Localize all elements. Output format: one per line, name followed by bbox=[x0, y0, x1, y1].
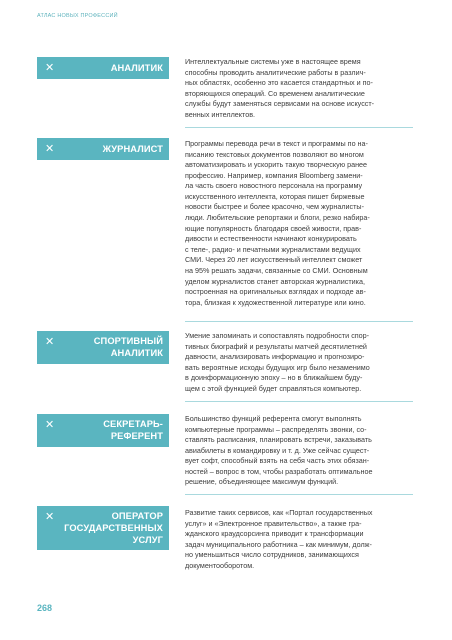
close-icon: ✕ bbox=[45, 418, 55, 431]
profession-tag bbox=[37, 138, 169, 160]
profession-description: Большинство функций референта смогут выполнять компьютерные программы – распределять звонки, со- ставлять расписания, планировать встречи, заказывать авиабилеты в командировку и т. д. Уже сейчас сущест- вует софт, способный взять на себя часть этих обязан- ностей – вопрос в том, чтобы разработать оптимальное решение, объединяющее максимум функций. bbox=[185, 414, 373, 487]
profession-description: Программы перевода речи в текст и программы по на- писанию текстовых документов позволяют во многом автоматизировать и ускорить такую творческую ранее профессию. Например, компания Bloomberg замени- ла часть своего новостного персонала на программу искусственного интеллекта, которая пишет биржевые новости быстрее и более красочно, чем журналисты- люди. Любительские репортажи и блоги, резко набира- ющие популярность благодаря своей живости, прав- дивости и естественности начинают конкурировать с теле-, радио- и печатными журналистами ведущих СМИ. Через 20 лет искусственный интеллект сможет на 95% решать задачи, связанные со СМИ. Основным уделом журналистов станет авторская журналистика, построенная на оригинальных взглядах и подходе ав- тора, близкая к художественной литературе или кино. bbox=[185, 139, 370, 307]
profession-title: СПОРТИВНЫЙ АНАЛИТИК bbox=[93, 336, 163, 358]
profession-tag bbox=[37, 414, 169, 447]
profession-title: ОПЕРАТОР ГОСУДАРСТВЕННЫХ УСЛУГ bbox=[64, 511, 163, 545]
profession-title: СЕКРЕТАРЬ- РЕФЕРЕНТ bbox=[103, 419, 163, 441]
section-divider bbox=[185, 494, 413, 495]
close-icon: ✕ bbox=[45, 61, 55, 74]
profession-title: ЖУРНАЛИСТ bbox=[102, 144, 163, 154]
profession-description: Умение запоминать и сопоставлять подробности спор- тивных биографий и результаты матчей десятилетней давности, анализировать информацию и прогнозиро- вать вероятные исходы будущих игр было незаменимо в доинформационную эпоху – но в ближайшем буду- щем с этой функцией будет справляться компьютер. bbox=[185, 331, 370, 393]
running-header: АТЛАС НОВЫХ ПРОФЕССИЙ bbox=[37, 13, 118, 19]
profession-tag bbox=[37, 506, 169, 550]
close-icon: ✕ bbox=[45, 510, 55, 523]
profession-description: Развитие таких сервисов, как «Портал государственных услуг» и «Электронное правительство», а также гра- жданского краудсорсинга приводит к трансформации задач муниципального работника – как минимум, долж- но уменьшиться число сотрудников, занимающихся документооборотом. bbox=[185, 508, 373, 570]
section-divider bbox=[185, 127, 413, 128]
close-icon: ✕ bbox=[45, 335, 55, 348]
close-icon: ✕ bbox=[45, 142, 55, 155]
page-number: 268 bbox=[37, 603, 53, 613]
profession-description: Интеллектуальные системы уже в настоящее время способны проводить аналитические работы в различ- ных областях, особенно это касается стандартных и по- вторяющихся операций. Со временем аналитические службы будут заменяться сервисами на основе искусст- венных интеллектов. bbox=[185, 57, 375, 119]
profession-tag bbox=[37, 57, 169, 79]
section-divider bbox=[185, 401, 413, 402]
section-divider bbox=[185, 321, 413, 322]
profession-title: АНАЛИТИК bbox=[110, 63, 163, 73]
profession-tag bbox=[37, 331, 169, 364]
